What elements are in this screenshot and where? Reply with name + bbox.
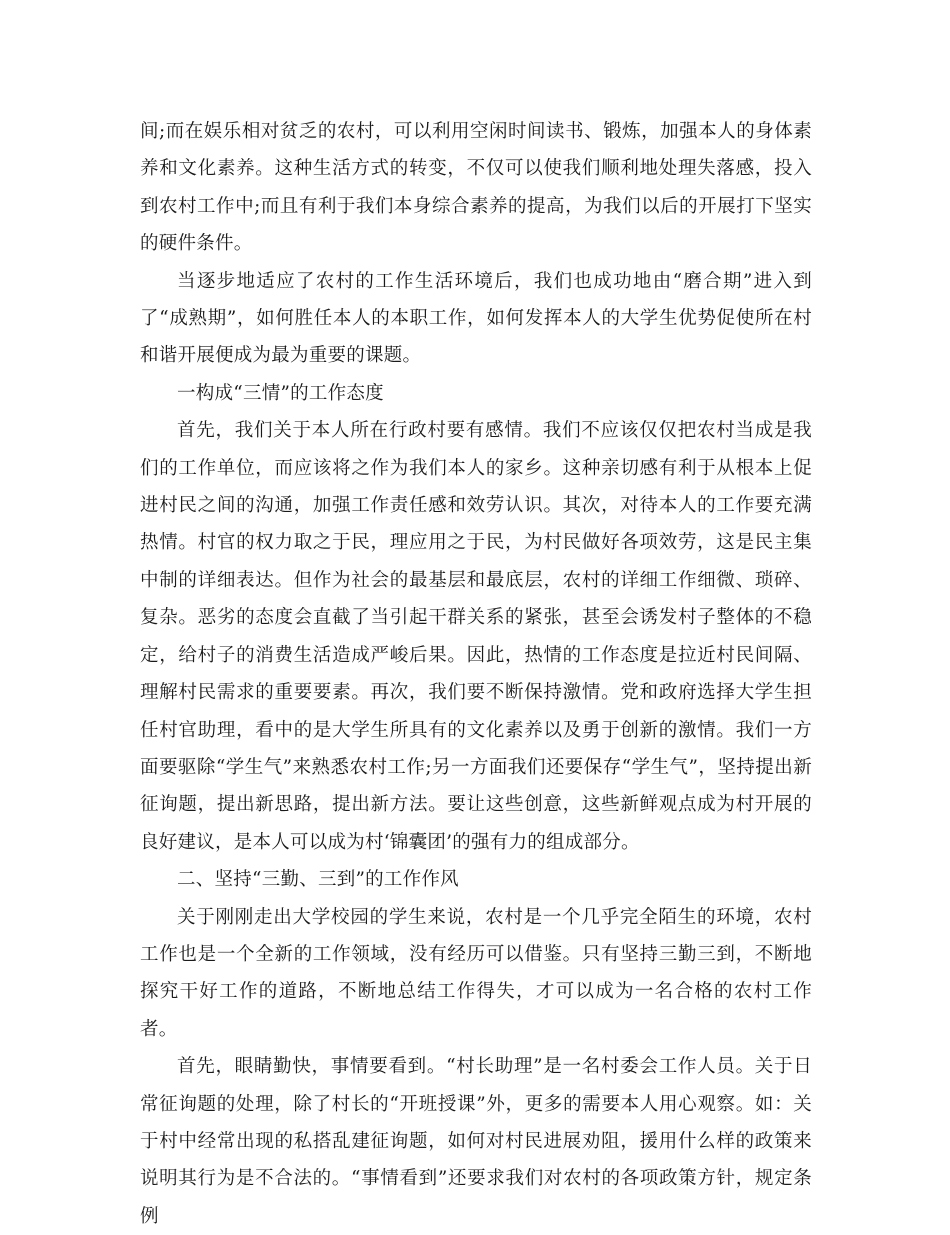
paragraph-4: 关于刚刚走出大学校园的学生来说，农村是一个几乎完全陌生的环境，农村工作也是一个全新的工作领域，没有经历可以借鉴。只有坚持三勤三到，不断地探究干好工作的道路，不断地总结工作得失，才可以成为一名合格的农村工作者。 — [140, 906, 812, 1040]
section-heading-1: 一构成“三情”的工作态度 — [177, 382, 384, 404]
paragraph-3: 首先，我们关于本人所在行政村要有感情。我们不应该仅仅把农村当成是我们的工作单位，而应该将之作为我们本人的家乡。这种亲切感有利于从根本上促进村民之间的沟通，加强工作责任感和效劳认识。其次，对待本人的工作要充满热情。村官的权力取之于民，理应用之于民，为村民做好各项效劳，这是民主集中制的详细表达。但作为社会的最基层和最底层，农村的详细工作细微、琐碎、复杂。恶劣的态度会直截了当引起干群关系的紧张，甚至会诱发村子整体的不稳定，给村子的消费生活造成严峻后果。因此，热情的工作态度是拉近村民间隔、理解村民需求的重要要素。再次，我们要不断保持激情。党和政府选择大学生担任村官助理，看中的是大学生所具有的文化素养以及勇于创新的激情。我们一方面要驱除“学生气”来熟悉农村工作;另一方面我们还要保存“学生气”，坚持提出新征询题，提出新思路，提出新方法。要让这些创意，这些新鲜观点成为村开展的良好建议，是本人可以成为村‘锦囊团’的强有力的组成部分。 — [140, 420, 812, 853]
paragraph-2: 当逐步地适应了农村的工作生活环境后，我们也成功地由“磨合期”进入到了“成熟期”，如何胜任本人的本职工作，如何发挥本人的大学生优势促使所在村和谐开展便成为最为重要的课题。 — [140, 270, 812, 367]
paragraph-5: 首先，眼睛勤快，事情要看到。“村长助理”是一名村委会工作人员。关于日常征询题的处理，除了村长的“开班授课”外，更多的需要本人用心观察。如：关于村中经常出现的私搭乱建征询题，如何对村民进展劝阻，援用什么样的政策来说明其行为是不合法的。“事情看到”还要求我们对农村的各项政策方针，规定条例 — [140, 1056, 812, 1227]
document-body — [140, 113, 812, 1235]
section-heading-2: 二、坚持“三勤、三到”的工作作风 — [177, 869, 459, 891]
paragraph-1: 间;而在娱乐相对贫乏的农村，可以利用空闲时间读书、锻炼，加强本人的身体素养和文化素养。这种生活方式的转变，不仅可以使我们顺利地处理失落感，投入到农村工作中;而且有利于我们本身综合素养的提高，为我们以后的开展打下坚实的硬件条件。 — [140, 121, 812, 255]
